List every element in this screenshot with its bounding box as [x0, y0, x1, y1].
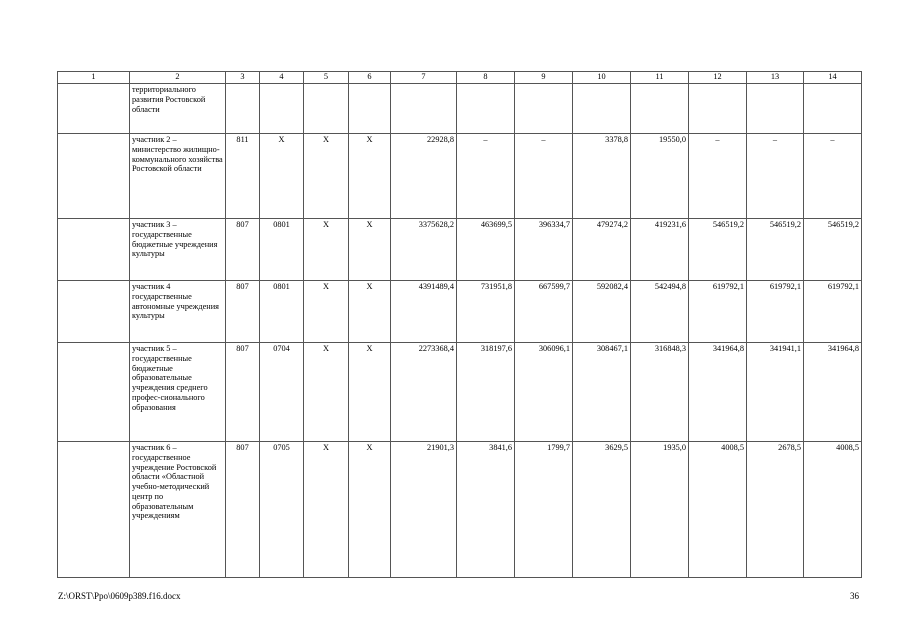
- year-value-cell: [573, 84, 631, 134]
- total-value-cell: 4391489,4: [391, 281, 457, 343]
- year-value-cell: 419231,6: [631, 219, 689, 281]
- column-header-3: 3: [226, 72, 260, 84]
- column-header-10: 10: [573, 72, 631, 84]
- year-value-cell: 2678,5: [747, 442, 804, 578]
- header-row: [58, 72, 862, 84]
- year-value-cell: –: [689, 134, 747, 219]
- csr-code-cell: Х: [304, 281, 349, 343]
- year-value-cell: 341941,1: [747, 343, 804, 442]
- year-value-cell: 3841,6: [457, 442, 515, 578]
- year-value-cell: 316848,3: [631, 343, 689, 442]
- year-value-cell: 318197,6: [457, 343, 515, 442]
- year-value-cell: 667599,7: [515, 281, 573, 343]
- page-number: 36: [850, 591, 859, 601]
- rzpr-code-cell: 0704: [260, 343, 304, 442]
- column-header-5: 5: [304, 72, 349, 84]
- vr-code-cell: [349, 84, 391, 134]
- total-value-cell: 2273368,4: [391, 343, 457, 442]
- rzpr-code-cell: 0705: [260, 442, 304, 578]
- vr-code-cell: Х: [349, 134, 391, 219]
- rzpr-code-cell: Х: [260, 134, 304, 219]
- csr-code-cell: [304, 84, 349, 134]
- csr-code-cell: Х: [304, 343, 349, 442]
- document-file-path: Z:\ORST\Ppo\0609p389.f16.docx: [58, 591, 181, 601]
- year-value-cell: 619792,1: [689, 281, 747, 343]
- year-value-cell: 546519,2: [804, 219, 862, 281]
- year-value-cell: 1935,0: [631, 442, 689, 578]
- column-header-6: 6: [349, 72, 391, 84]
- year-value-cell: 4008,5: [689, 442, 747, 578]
- csr-code-cell: Х: [304, 134, 349, 219]
- year-value-cell: [689, 84, 747, 134]
- column-header-13: 13: [747, 72, 804, 84]
- column-header-4: 4: [260, 72, 304, 84]
- column-header-2: 2: [130, 72, 226, 84]
- year-value-cell: 731951,8: [457, 281, 515, 343]
- csr-code-cell: Х: [304, 442, 349, 578]
- total-value-cell: 3375628,2: [391, 219, 457, 281]
- total-value-cell: 22928,8: [391, 134, 457, 219]
- year-value-cell: 592082,4: [573, 281, 631, 343]
- year-value-cell: 1799,7: [515, 442, 573, 578]
- column-header-12: 12: [689, 72, 747, 84]
- grbs-code-cell: 807: [226, 219, 260, 281]
- column-header-11: 11: [631, 72, 689, 84]
- year-value-cell: 341964,8: [804, 343, 862, 442]
- year-value-cell: 341964,8: [689, 343, 747, 442]
- year-value-cell: 306096,1: [515, 343, 573, 442]
- year-value-cell: 619792,1: [747, 281, 804, 343]
- vr-code-cell: Х: [349, 442, 391, 578]
- grbs-code-cell: 807: [226, 343, 260, 442]
- column-header-14: 14: [804, 72, 862, 84]
- budget-table: [57, 71, 862, 578]
- row-col1-cell: [58, 84, 130, 134]
- vr-code-cell: Х: [349, 343, 391, 442]
- rzpr-code-cell: 0801: [260, 281, 304, 343]
- row-col1-cell: [58, 134, 130, 219]
- participant-name-cell: участник 6 – государственное учреждение Ростовской области «Областной учебно-методический центр по образовательным учреждениям: [130, 442, 226, 578]
- row-col1-cell: [58, 442, 130, 578]
- year-value-cell: –: [457, 134, 515, 219]
- rzpr-code-cell: 0801: [260, 219, 304, 281]
- year-value-cell: [515, 84, 573, 134]
- year-value-cell: 619792,1: [804, 281, 862, 343]
- grbs-code-cell: 807: [226, 442, 260, 578]
- total-value-cell: 21901,3: [391, 442, 457, 578]
- row-col1-cell: [58, 219, 130, 281]
- total-value-cell: [391, 84, 457, 134]
- year-value-cell: 3378,8: [573, 134, 631, 219]
- table-row: [58, 84, 862, 134]
- column-header-7: 7: [391, 72, 457, 84]
- column-header-8: 8: [457, 72, 515, 84]
- year-value-cell: 3629,5: [573, 442, 631, 578]
- participant-name-cell: участник 3 – государственные бюджетные учреждения культуры: [130, 219, 226, 281]
- year-value-cell: 19550,0: [631, 134, 689, 219]
- participant-name-cell: территориального развития Ростовской области: [130, 84, 226, 134]
- year-value-cell: 463699,5: [457, 219, 515, 281]
- year-value-cell: –: [515, 134, 573, 219]
- year-value-cell: [457, 84, 515, 134]
- row-col1-cell: [58, 343, 130, 442]
- table-row: [58, 281, 862, 343]
- vr-code-cell: Х: [349, 281, 391, 343]
- year-value-cell: –: [747, 134, 804, 219]
- grbs-code-cell: [226, 84, 260, 134]
- grbs-code-cell: 807: [226, 281, 260, 343]
- year-value-cell: [631, 84, 689, 134]
- year-value-cell: 542494,8: [631, 281, 689, 343]
- participant-name-cell: участник 4 государственные автономные учреждения культуры: [130, 281, 226, 343]
- table-row: [58, 343, 862, 442]
- table-row: [58, 134, 862, 219]
- participant-name-cell: участник 5 – государственные бюджетные образовательные учреждения среднего профес-сионального образования: [130, 343, 226, 442]
- row-col1-cell: [58, 281, 130, 343]
- table-row: [58, 442, 862, 578]
- column-header-1: 1: [58, 72, 130, 84]
- year-value-cell: 4008,5: [804, 442, 862, 578]
- year-value-cell: [747, 84, 804, 134]
- participant-name-cell: участник 2 – министерство жилищно-коммунального хозяйства Ростовской области: [130, 134, 226, 219]
- year-value-cell: 546519,2: [747, 219, 804, 281]
- vr-code-cell: Х: [349, 219, 391, 281]
- year-value-cell: 479274,2: [573, 219, 631, 281]
- year-value-cell: [804, 84, 862, 134]
- csr-code-cell: Х: [304, 219, 349, 281]
- year-value-cell: –: [804, 134, 862, 219]
- year-value-cell: 308467,1: [573, 343, 631, 442]
- table-row: [58, 219, 862, 281]
- column-header-9: 9: [515, 72, 573, 84]
- year-value-cell: 396334,7: [515, 219, 573, 281]
- rzpr-code-cell: [260, 84, 304, 134]
- year-value-cell: 546519,2: [689, 219, 747, 281]
- grbs-code-cell: 811: [226, 134, 260, 219]
